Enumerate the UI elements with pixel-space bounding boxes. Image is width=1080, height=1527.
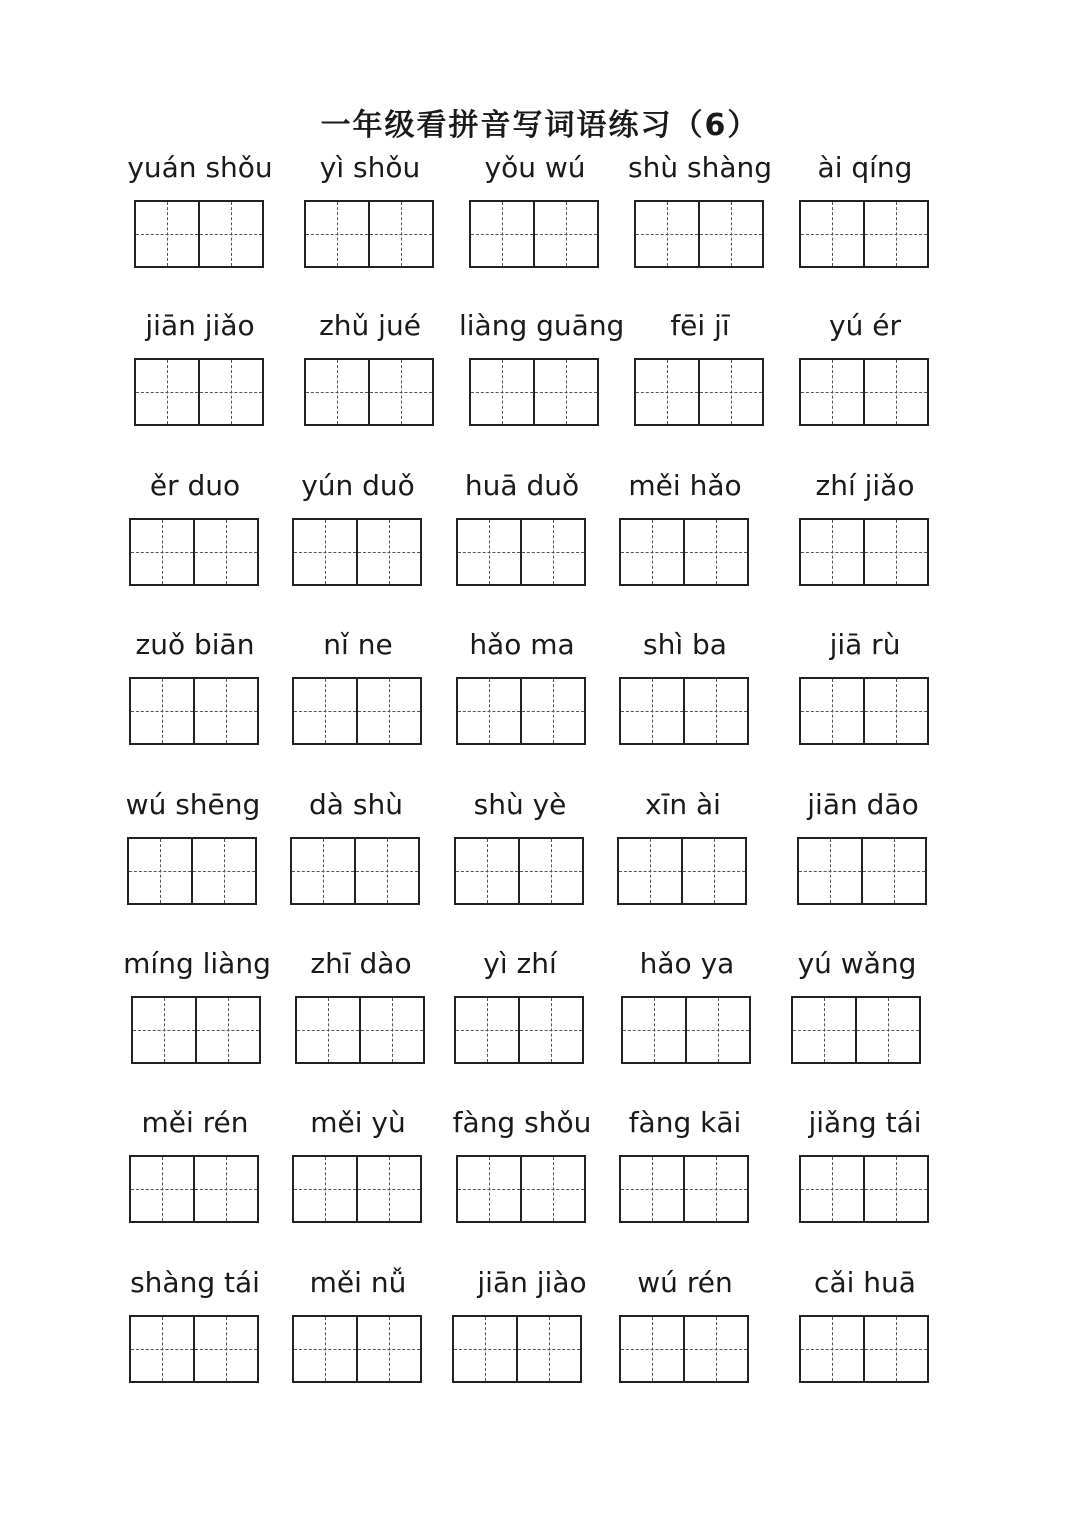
writing-grid[interactable]: [469, 358, 599, 426]
exercise-item: [125, 1103, 265, 1243]
character-box[interactable]: [193, 1157, 257, 1221]
exercise-item: [630, 148, 770, 288]
exercise-item: [288, 1103, 428, 1243]
writing-grid[interactable]: [454, 837, 584, 905]
exercise-item: [288, 466, 428, 606]
character-box[interactable]: [471, 202, 533, 266]
character-box[interactable]: [801, 360, 863, 424]
exercise-item: [450, 785, 590, 925]
pinyin-prompt: měi nǚ: [309, 1266, 407, 1299]
writing-grid[interactable]: [799, 200, 929, 268]
character-box[interactable]: [863, 360, 927, 424]
writing-grid[interactable]: [619, 518, 749, 586]
character-box[interactable]: [368, 360, 432, 424]
exercise-item: [300, 306, 440, 446]
character-box[interactable]: [191, 839, 255, 903]
exercise-item: [286, 785, 426, 925]
character-box[interactable]: [456, 839, 518, 903]
pinyin-prompt: jiān jiǎo: [145, 309, 255, 342]
character-box[interactable]: [683, 520, 747, 584]
pinyin-prompt: cǎi huā: [814, 1266, 916, 1299]
character-box[interactable]: [306, 202, 368, 266]
exercise-item: [795, 148, 935, 288]
writing-grid[interactable]: [290, 837, 420, 905]
exercise-item: [795, 306, 935, 446]
exercise-item: [125, 625, 265, 765]
pinyin-prompt: shì ba: [643, 628, 727, 661]
character-box[interactable]: [294, 520, 356, 584]
exercise-item: [300, 148, 440, 288]
character-box[interactable]: [193, 1317, 257, 1381]
writing-grid[interactable]: [799, 1155, 929, 1223]
character-box[interactable]: [198, 202, 262, 266]
character-box[interactable]: [698, 360, 762, 424]
exercise-item: [123, 785, 263, 925]
exercise-row: [0, 785, 1080, 925]
pinyin-prompt: dà shù: [309, 788, 403, 821]
writing-grid[interactable]: [454, 996, 584, 1064]
character-box[interactable]: [793, 998, 855, 1062]
character-box[interactable]: [533, 202, 597, 266]
writing-grid[interactable]: [617, 837, 747, 905]
pinyin-prompt: yú wǎng: [797, 947, 917, 980]
writing-grid[interactable]: [292, 518, 422, 586]
writing-grid[interactable]: [799, 677, 929, 745]
writing-grid[interactable]: [456, 1155, 586, 1223]
character-box[interactable]: [131, 1157, 193, 1221]
character-box[interactable]: [518, 839, 582, 903]
pinyin-prompt: jiān jiào: [477, 1266, 587, 1299]
character-box[interactable]: [621, 1157, 683, 1221]
writing-grid[interactable]: [619, 677, 749, 745]
exercise-row: [0, 1103, 1080, 1243]
exercise-item: [127, 148, 273, 288]
exercise-item: [630, 306, 770, 446]
writing-grid[interactable]: [292, 1155, 422, 1223]
pinyin-prompt: liàng guāng: [459, 309, 625, 342]
character-box[interactable]: [131, 1317, 193, 1381]
character-box[interactable]: [683, 1157, 747, 1221]
character-box[interactable]: [863, 1157, 927, 1221]
character-box[interactable]: [533, 360, 597, 424]
pinyin-prompt: shàng tái: [130, 1266, 260, 1299]
pinyin-prompt: nǐ ne: [323, 628, 393, 661]
writing-grid[interactable]: [295, 996, 425, 1064]
exercise-item: [795, 1263, 935, 1403]
exercise-item: [465, 148, 605, 288]
character-box[interactable]: [359, 998, 423, 1062]
writing-grid[interactable]: [292, 677, 422, 745]
pinyin-prompt: měi hǎo: [628, 469, 742, 502]
character-box[interactable]: [698, 202, 762, 266]
character-box[interactable]: [458, 1157, 520, 1221]
exercise-row: [0, 306, 1080, 446]
exercise-row: [0, 944, 1080, 1084]
character-box[interactable]: [356, 679, 420, 743]
writing-grid[interactable]: [799, 358, 929, 426]
pinyin-prompt: zhī dào: [310, 947, 412, 980]
character-box[interactable]: [516, 1317, 580, 1381]
character-box[interactable]: [636, 202, 698, 266]
character-box[interactable]: [681, 839, 745, 903]
character-box[interactable]: [454, 1317, 516, 1381]
character-box[interactable]: [136, 360, 198, 424]
writing-grid[interactable]: [292, 1315, 422, 1383]
writing-grid[interactable]: [799, 1315, 929, 1383]
page-title: 一年级看拼音写词语练习（6）: [320, 108, 760, 143]
pinyin-prompt: huā duǒ: [464, 469, 580, 502]
character-box[interactable]: [799, 839, 861, 903]
character-box[interactable]: [801, 202, 863, 266]
writing-grid[interactable]: [127, 837, 257, 905]
writing-grid[interactable]: [469, 200, 599, 268]
character-box[interactable]: [520, 1157, 584, 1221]
character-box[interactable]: [863, 1317, 927, 1381]
pinyin-prompt: yì zhí: [483, 947, 557, 980]
writing-grid[interactable]: [619, 1155, 749, 1223]
character-box[interactable]: [133, 998, 195, 1062]
pinyin-prompt: xīn ài: [645, 788, 721, 821]
pinyin-prompt: ěr duo: [149, 469, 241, 502]
exercise-item: [795, 625, 935, 765]
writing-grid[interactable]: [797, 837, 927, 905]
writing-grid[interactable]: [621, 996, 751, 1064]
exercise-item: [617, 944, 757, 1084]
pinyin-prompt: hǎo ya: [639, 947, 735, 980]
writing-grid[interactable]: [131, 996, 261, 1064]
writing-grid[interactable]: [799, 518, 929, 586]
exercise-item: [452, 1103, 592, 1243]
pinyin-prompt: wú rén: [637, 1266, 733, 1299]
character-box[interactable]: [520, 679, 584, 743]
character-box[interactable]: [131, 520, 193, 584]
character-box[interactable]: [801, 1157, 863, 1221]
exercise-item: [291, 944, 431, 1084]
character-box[interactable]: [863, 202, 927, 266]
character-box[interactable]: [198, 360, 262, 424]
character-box[interactable]: [861, 839, 925, 903]
exercise-item: [793, 785, 933, 925]
character-box[interactable]: [685, 998, 749, 1062]
pinyin-prompt: měi rén: [141, 1106, 249, 1139]
character-box[interactable]: [368, 202, 432, 266]
exercise-item: [615, 1103, 755, 1243]
pinyin-prompt: hǎo ma: [469, 628, 575, 661]
exercise-item: [130, 306, 270, 446]
pinyin-prompt: míng liàng: [123, 947, 271, 980]
pinyin-prompt: wú shēng: [125, 788, 261, 821]
character-box[interactable]: [354, 839, 418, 903]
writing-grid[interactable]: [134, 200, 264, 268]
character-box[interactable]: [356, 520, 420, 584]
character-box[interactable]: [855, 998, 919, 1062]
character-box[interactable]: [801, 520, 863, 584]
character-box[interactable]: [356, 1317, 420, 1381]
exercise-row: [0, 1263, 1080, 1403]
exercise-row: [0, 466, 1080, 606]
character-box[interactable]: [294, 679, 356, 743]
character-box[interactable]: [621, 679, 683, 743]
pinyin-prompt: ài qíng: [817, 151, 913, 184]
writing-grid[interactable]: [791, 996, 921, 1064]
exercise-item: [125, 466, 265, 606]
writing-grid[interactable]: [456, 677, 586, 745]
character-box[interactable]: [193, 520, 257, 584]
pinyin-prompt: jiān dāo: [807, 788, 919, 821]
pinyin-prompt: fàng shǒu: [452, 1106, 592, 1139]
character-box[interactable]: [623, 998, 685, 1062]
writing-grid[interactable]: [129, 677, 259, 745]
exercise-item: [615, 625, 755, 765]
character-box[interactable]: [683, 679, 747, 743]
pinyin-prompt: zhí jiǎo: [815, 469, 915, 502]
pinyin-prompt: shù shàng: [628, 151, 772, 184]
exercise-item: [125, 1263, 265, 1403]
exercise-item: [795, 466, 935, 606]
exercise-row: [0, 148, 1080, 288]
character-box[interactable]: [636, 360, 698, 424]
character-box[interactable]: [356, 1157, 420, 1221]
exercise-item: [450, 944, 590, 1084]
writing-grid[interactable]: [129, 1315, 259, 1383]
writing-grid[interactable]: [452, 1315, 582, 1383]
pinyin-prompt: jiǎng tái: [808, 1106, 922, 1139]
character-box[interactable]: [193, 679, 257, 743]
character-box[interactable]: [136, 202, 198, 266]
exercise-item: [123, 944, 271, 1084]
exercise-item: [452, 466, 592, 606]
character-box[interactable]: [683, 1317, 747, 1381]
exercise-item: [795, 1103, 935, 1243]
exercise-item: [787, 944, 927, 1084]
character-box[interactable]: [471, 360, 533, 424]
character-box[interactable]: [131, 679, 193, 743]
writing-grid[interactable]: [456, 518, 586, 586]
pinyin-prompt: yuán shǒu: [127, 151, 273, 184]
character-box[interactable]: [518, 998, 582, 1062]
character-box[interactable]: [520, 520, 584, 584]
character-box[interactable]: [306, 360, 368, 424]
pinyin-prompt: jiā rù: [829, 628, 901, 661]
writing-grid[interactable]: [134, 358, 264, 426]
character-box[interactable]: [458, 520, 520, 584]
writing-grid[interactable]: [634, 200, 764, 268]
exercise-item: [288, 1263, 428, 1403]
character-box[interactable]: [129, 839, 191, 903]
character-box[interactable]: [863, 520, 927, 584]
character-box[interactable]: [863, 679, 927, 743]
exercise-item: [613, 785, 753, 925]
pinyin-prompt: zhǔ jué: [319, 309, 421, 342]
pinyin-prompt: yú ér: [829, 309, 901, 342]
pinyin-prompt: yǒu wú: [484, 151, 586, 184]
character-box[interactable]: [294, 1157, 356, 1221]
character-box[interactable]: [292, 839, 354, 903]
character-box[interactable]: [458, 679, 520, 743]
writing-grid[interactable]: [129, 1155, 259, 1223]
pinyin-prompt: fēi jī: [670, 309, 730, 342]
writing-grid[interactable]: [129, 518, 259, 586]
pinyin-prompt: zuǒ biān: [135, 628, 255, 661]
exercise-item: [615, 1263, 755, 1403]
character-box[interactable]: [801, 679, 863, 743]
exercise-item: [462, 1263, 602, 1403]
pinyin-prompt: měi yù: [310, 1106, 406, 1139]
character-box[interactable]: [294, 1317, 356, 1381]
character-box[interactable]: [297, 998, 359, 1062]
character-box[interactable]: [619, 839, 681, 903]
character-box[interactable]: [621, 520, 683, 584]
exercise-item: [615, 466, 755, 606]
writing-grid[interactable]: [304, 200, 434, 268]
character-box[interactable]: [801, 1317, 863, 1381]
character-box[interactable]: [195, 998, 259, 1062]
pinyin-prompt: fàng kāi: [628, 1106, 742, 1139]
writing-grid[interactable]: [619, 1315, 749, 1383]
writing-grid[interactable]: [304, 358, 434, 426]
exercise-item: [459, 306, 625, 446]
character-box[interactable]: [456, 998, 518, 1062]
pinyin-prompt: shù yè: [473, 788, 567, 821]
exercise-item: [452, 625, 592, 765]
exercise-row: [0, 625, 1080, 765]
writing-grid[interactable]: [634, 358, 764, 426]
character-box[interactable]: [621, 1317, 683, 1381]
exercise-item: [288, 625, 428, 765]
pinyin-prompt: yì shǒu: [319, 151, 421, 184]
pinyin-prompt: yún duǒ: [301, 469, 415, 502]
